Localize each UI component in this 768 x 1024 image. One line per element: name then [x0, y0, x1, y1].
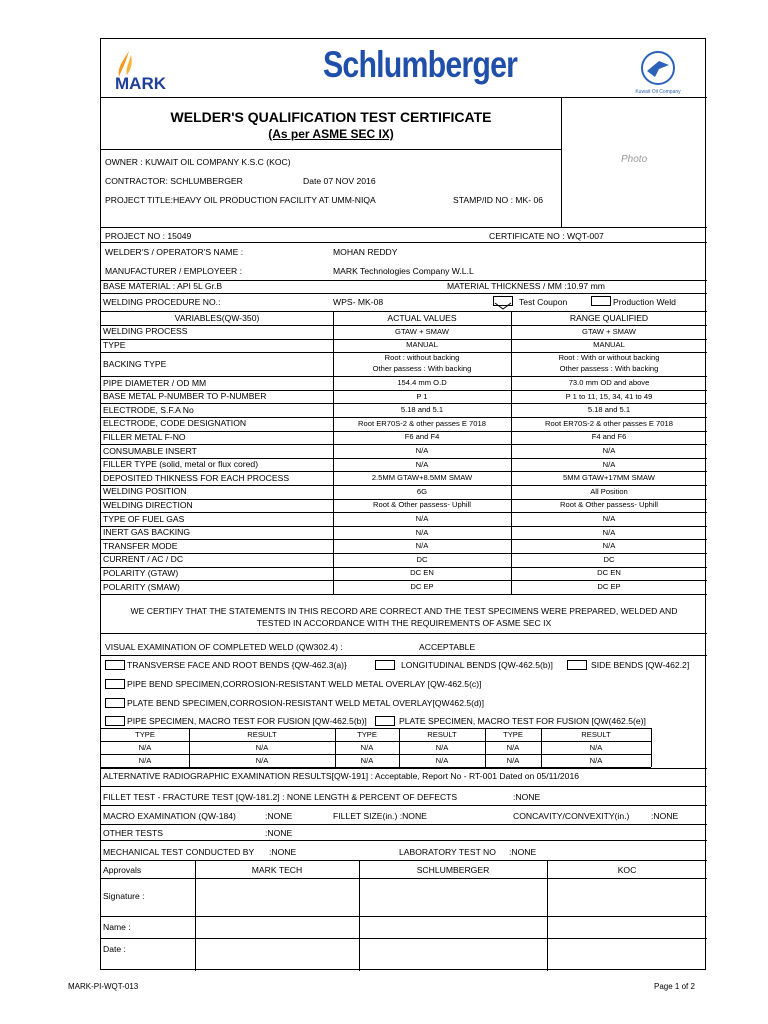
- var-header-range: RANGE QUALIFIED: [569, 313, 649, 323]
- variable-actual: N/A: [415, 446, 429, 455]
- variable-name: WELDING DIRECTION: [103, 499, 193, 510]
- variable-actual: P 1: [416, 391, 428, 401]
- variable-name: CONSUMABLE INSERT: [103, 445, 197, 456]
- variable-name: WELDING PROCESS: [103, 326, 188, 337]
- result-header: RESULT: [427, 730, 457, 739]
- fillet-test-value: :NONE: [513, 792, 541, 802]
- result-cell: N/A: [506, 743, 520, 752]
- certificate-no: CERTIFICATE NO : WQT-007: [489, 231, 604, 241]
- variable-range: 73.0 mm OD and above: [568, 378, 650, 387]
- result-cell: N/A: [255, 743, 269, 752]
- variable-name: BASE METAL P-NUMBER TO P-NUMBER: [103, 391, 267, 402]
- material-thickness: MATERIAL THICKNESS / MM :10.97 mm: [447, 281, 605, 291]
- approvals-schlumberger: SCHLUMBERGER: [416, 865, 490, 875]
- variable-name: FILLER TYPE (solid, metal or flux cored): [103, 459, 259, 470]
- mark-logo: [109, 47, 189, 93]
- test-coupon-checkbox[interactable]: [493, 296, 513, 306]
- result-cell: N/A: [360, 756, 374, 765]
- plate-bend-checkbox[interactable]: [105, 698, 125, 708]
- approvals-mark-tech: MARK TECH: [251, 865, 303, 875]
- variable-actual: Root & Other passess- Uphill: [373, 500, 471, 510]
- mark-logo-text: MARK: [115, 74, 166, 93]
- variable-range: N/A: [602, 459, 616, 469]
- other-tests: OTHER TESTS: [103, 828, 164, 838]
- side-bends-checkbox[interactable]: [567, 660, 587, 670]
- variable-name: POLARITY (GTAW): [103, 567, 179, 578]
- owner: OWNER : KUWAIT OIL COMPANY K.S.C (KOC): [105, 157, 291, 167]
- variable-actual: N/A: [415, 514, 429, 523]
- var-header-actual: ACTUAL VALUES: [387, 313, 457, 323]
- pipe-bend-checkbox[interactable]: [105, 679, 125, 689]
- approvals-label: Approvals: [103, 865, 142, 875]
- variable-name: ELECTRODE, S.F.A No: [103, 404, 194, 415]
- production-weld-label: Production Weld: [613, 297, 676, 307]
- variable-actual: 6G: [416, 486, 428, 496]
- variable-name: TYPE OF FUEL GAS: [103, 513, 185, 524]
- certificate-frame: [100, 38, 706, 970]
- variable-range: P 1 to 11, 15, 34, 41 to 49: [565, 391, 653, 401]
- page-subtitle: (As per ASME SEC IX): [268, 127, 394, 141]
- variable-actual: 5.18 and 5.1: [400, 405, 444, 415]
- result-cell: N/A: [138, 756, 152, 765]
- variable-range: DC EP: [597, 582, 621, 591]
- variable-range: 5MM GTAW+17MM SMAW: [563, 473, 655, 483]
- variable-actual: Root : without backing: [384, 353, 460, 363]
- result-cell: N/A: [589, 756, 603, 765]
- lab-test-value: :NONE: [509, 847, 537, 857]
- var-header-variables: VARIABLES(QW-350): [174, 313, 260, 323]
- date-label: Date :: [103, 944, 126, 954]
- certify-line-1: WE CERTIFY THAT THE STATEMENTS IN THIS RECORD ARE CORRECT AND THE TEST SPECIMENS WERE PREPARED, WELDED AND: [130, 606, 678, 616]
- concavity-value: :NONE: [651, 811, 679, 821]
- longitudinal-bends-checkbox[interactable]: [375, 660, 395, 670]
- other-tests-value: :NONE: [265, 828, 293, 838]
- variable-actual: Root ER70S-2 & other passes E 7018: [358, 418, 486, 428]
- longitudinal-bends-label: LONGITUDINAL BENDS [QW-462.5(b)]: [401, 660, 553, 670]
- mech-test-label: MECHANICAL TEST CONDUCTED BY: [103, 847, 255, 857]
- result-header: RESULT: [581, 730, 611, 739]
- variable-name: TYPE: [103, 339, 126, 350]
- variable-actual: 2.5MM GTAW+8.5MM SMAW: [371, 473, 473, 483]
- result-cell: N/A: [360, 743, 374, 752]
- variable-name: BACKING TYPE: [103, 358, 167, 369]
- variable-name: CURRENT / AC / DC: [103, 554, 184, 565]
- page-title: WELDER'S QUALIFICATION TEST CERTIFICATE: [170, 109, 492, 125]
- variable-actual: F6 and F4: [404, 432, 440, 442]
- macro-exam-value: :NONE: [265, 811, 293, 821]
- variable-actual: DC EN: [410, 568, 434, 578]
- variable-range: 5.18 and 5.1: [587, 405, 631, 415]
- transverse-bends-label: TRANSVERSE FACE AND ROOT BENDS {QW-462.3(a)}: [127, 660, 347, 670]
- plate-macro-label: PLATE SPECIMEN, MACRO TEST FOR FUSION [QW(462.5(e)]: [399, 716, 646, 726]
- variable-name: TRANSFER MODE: [103, 540, 178, 551]
- variable-range: DC: [603, 554, 615, 564]
- production-weld-checkbox[interactable]: [591, 296, 611, 306]
- variable-actual: N/A: [415, 459, 429, 469]
- fillet-test: FILLET TEST - FRACTURE TEST [QW-181.2] : NONE LENGTH & PERCENT OF DEFECTS: [103, 792, 458, 802]
- fillet-size: FILLET SIZE(in.) :NONE: [333, 811, 427, 821]
- variable-actual: MANUAL: [406, 340, 438, 350]
- variable-range: N/A: [602, 541, 616, 551]
- result-cell: N/A: [255, 756, 269, 765]
- koc-logo-text: Kuwait Oil Company: [635, 89, 681, 95]
- variable-actual: DC: [416, 554, 428, 564]
- variable-actual: DC EP: [410, 582, 434, 591]
- pipe-macro-label: PIPE SPECIMEN, MACRO TEST FOR FUSION [QW-462.5(b)]: [127, 716, 367, 726]
- koc-logo: [615, 43, 701, 97]
- variable-actual: GTAW + SMAW: [395, 326, 449, 336]
- variable-range: F4 and F6: [591, 432, 627, 442]
- variable-range: N/A: [602, 527, 616, 537]
- variable-range: Other passess : With backing: [559, 364, 659, 374]
- plate-macro-checkbox[interactable]: [375, 716, 395, 726]
- approvals-koc: KOC: [617, 865, 637, 875]
- result-cell: N/A: [435, 743, 449, 752]
- variable-name: ELECTRODE, CODE DESIGNATION: [103, 418, 247, 429]
- contractor: CONTRACTOR: SCHLUMBERGER: [105, 176, 243, 186]
- pipe-bend-label: PIPE BEND SPECIMEN,CORROSION-RESISTANT WELD METAL OVERLAY [QW-462.5(c)]: [127, 679, 482, 689]
- manufacturer-label: MANUFACTURER / EMPLOYEER :: [105, 266, 243, 276]
- schlumberger-logo: Schlumberger: [323, 44, 518, 85]
- concavity-label: CONCAVITY/CONVEXITY(in.): [513, 811, 630, 821]
- result-header: RESULT: [247, 730, 277, 739]
- variable-actual: Other passess : With backing: [372, 364, 472, 374]
- variable-name: WELDING POSITION: [103, 486, 187, 497]
- project-title: PROJECT TITLE:HEAVY OIL PRODUCTION FACILITY AT UMM-NIQA: [105, 195, 376, 205]
- stamp-id: STAMP/ID NO : MK- 06: [453, 195, 544, 205]
- mech-test-value: :NONE: [269, 847, 297, 857]
- pipe-macro-checkbox[interactable]: [105, 716, 125, 726]
- footer-page: Page 1 of 2: [654, 982, 695, 991]
- result-cell: N/A: [138, 743, 152, 752]
- manufacturer-value: MARK Technologies Company W.L.L: [333, 266, 474, 276]
- variable-name: FILLER METAL F-NO: [103, 431, 186, 442]
- welder-label: WELDER'S / OPERATOR'S NAME :: [105, 247, 244, 257]
- result-cell: N/A: [435, 756, 449, 765]
- photo-placeholder: Photo: [621, 154, 648, 165]
- variable-range: MANUAL: [593, 340, 625, 350]
- transverse-bends-checkbox[interactable]: [105, 660, 125, 670]
- result-header: TYPE: [357, 730, 377, 739]
- variable-range: All Position: [590, 486, 628, 496]
- variable-name: POLARITY (SMAW): [103, 581, 180, 592]
- footer-doc-id: MARK-PI-WQT-013: [68, 982, 139, 991]
- project-no: PROJECT NO : 15049: [105, 231, 192, 241]
- variable-name: PIPE DIAMETER / OD MM: [103, 377, 207, 388]
- variable-range: DC EN: [597, 568, 621, 578]
- wps-value: WPS- MK-08: [333, 297, 384, 307]
- variable-actual: 154.4 mm O.D: [397, 378, 447, 387]
- plate-bend-label: PLATE BEND SPECIMEN,CORROSION-RESISTANT WELD METAL OVERLAY[QW462.5(d)]: [127, 698, 485, 708]
- side-bends-label: SIDE BENDS [QW-462.2]: [591, 660, 690, 670]
- name-label: Name :: [103, 922, 131, 932]
- wps-label: WELDING PROCEDURE NO.:: [103, 297, 221, 307]
- result-header: TYPE: [503, 730, 523, 739]
- radiographic-results: ALTERNATIVE RADIOGRAPHIC EXAMINATION RESULTS[QW-191] : Acceptable, Report No - RT-001 Dated on 05/11/2016: [103, 771, 580, 781]
- visual-exam-value: ACCEPTABLE: [419, 642, 476, 652]
- result-header: TYPE: [135, 730, 155, 739]
- variable-actual: N/A: [415, 541, 429, 551]
- visual-exam-label: VISUAL EXAMINATION OF COMPLETED WELD (QW302.4) :: [105, 642, 343, 652]
- variable-range: N/A: [602, 514, 616, 523]
- signature-label: Signature :: [103, 891, 145, 901]
- variable-name: INERT GAS BACKING: [103, 527, 191, 538]
- macro-exam: MACRO EXAMINATION (QW-184): [103, 811, 236, 821]
- lab-test-label: LABORATORY TEST NO: [399, 847, 496, 857]
- result-cell: N/A: [589, 743, 603, 752]
- date: Date 07 NOV 2016: [303, 176, 376, 186]
- variable-range: Root ER70S-2 & other passes E 7018: [545, 418, 673, 428]
- variable-range: GTAW + SMAW: [582, 326, 636, 336]
- base-material: BASE MATERIAL : API 5L Gr.B: [103, 281, 223, 291]
- welder-value: MOHAN REDDY: [333, 247, 398, 257]
- certify-line-2: TESTED IN ACCORDANCE WITH THE REQUIREMENTS OF ASME SEC IX: [256, 618, 552, 628]
- variable-name: DEPOSITED THIKNESS FOR EACH PROCESS: [103, 472, 290, 483]
- variable-range: Root : With or without backing: [558, 353, 660, 363]
- result-cell: N/A: [506, 756, 520, 765]
- test-coupon-label: Test Coupon: [519, 297, 568, 307]
- variable-range: Root & Other passess- Uphill: [560, 500, 658, 510]
- variable-range: N/A: [602, 446, 616, 455]
- variable-actual: N/A: [415, 527, 429, 537]
